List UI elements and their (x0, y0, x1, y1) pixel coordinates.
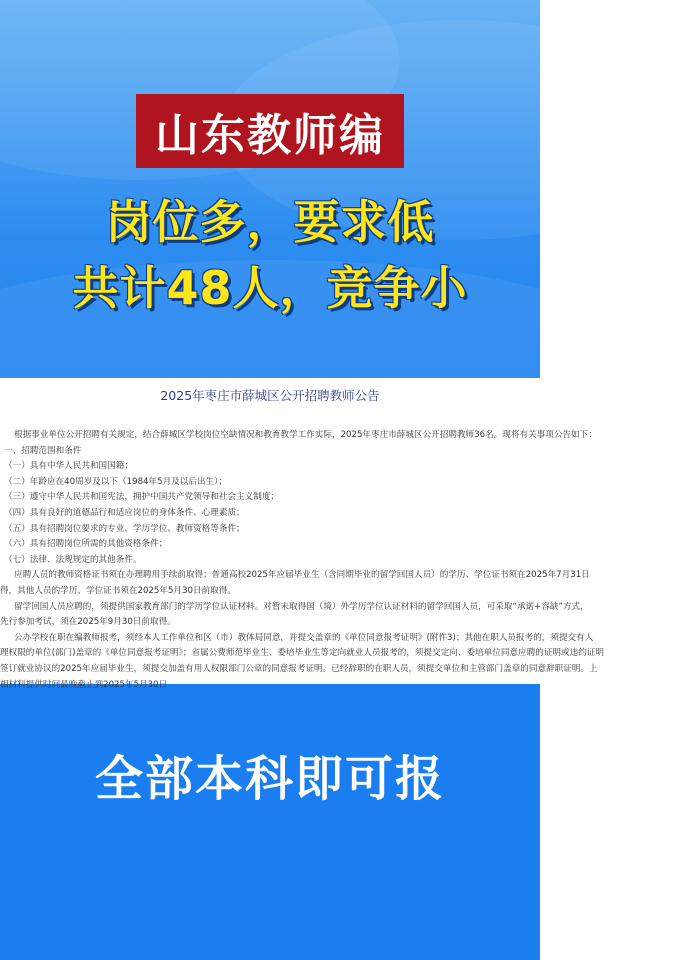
document-line: 签订就业协议的2025年应届毕业生，须提交加盖有用人权限部门公章的同意报考证明。已经辞职的在职人员，须提交单位和主管部门盖章的同意辞职证明。上 (0, 663, 598, 674)
document-line: （三）遵守中华人民共和国宪法，拥护中国共产党领导和社会主义制度； (4, 492, 280, 503)
document-line: 理权限的单位(部门)盖章的《单位同意报考证明》；省属公费师范毕业生、委培毕业生等定向就业人员报考的，须提交定向、委培单位同意应聘的证明或违约证明 (0, 648, 604, 659)
headline-2: 共计48人，竞争小 (72, 261, 468, 315)
document-line: 相材料提供时间最晚截止到2025年5月30日 (0, 679, 168, 690)
headline-1: 岗位多，要求低 (105, 195, 435, 249)
document-line: （六）具有招聘岗位所需的其他资格条件； (4, 539, 168, 550)
document-line: 公办学校在职在编教师报考，须经本人工作单位和区（市）教体局同意，并提交盖章的《单位同意报考证明》(附件3)；其他在职人员报考的，须提交有人 (14, 632, 594, 643)
bottom-caption: 全部本科即可报 (94, 751, 445, 807)
document-line: （七）法律、法规规定的其他条件。 (4, 554, 142, 565)
document-line: （四）具有良好的道德品行和适应岗位的身体条件、心理素质； (4, 507, 245, 518)
document-line: （一）具有中华人民共和国国籍； (4, 461, 133, 472)
document-line: 一、招聘范围和条件 (4, 445, 82, 456)
title-badge-text: 山东教师编 (155, 110, 385, 161)
document-line: 先行参加考试，须在2025年9月30日前取得。 (0, 617, 176, 628)
document-body (0, 428, 604, 693)
document-line: 应聘人员的教师资格证书须在办理聘用手续前取得；普通高校2025年应届毕业生（含同期毕业的留学回国人员）的学历、学位证书须在2025年7月31日 (14, 570, 590, 581)
document-line: 根据事业单位公开招聘有关规定，结合薛城区学校岗位空缺情况和教育教学工作实际，2025年枣庄市薛城区公开招聘教师36名。现将有关事项公告如下： (14, 430, 597, 440)
announcement-document (0, 378, 604, 690)
document-title: 2025年枣庄市薛城区公开招聘教师公告 (160, 388, 380, 403)
document-line: 得，其他人员的学历、学位证书须在2025年5月30日前取得。 (0, 585, 236, 596)
document-line: 留学回国人员应聘的，须提供国家教育部门的学历学位认证材料。对暂未取得国（境）外学历学位认证材料的留学回国人员，可采取“承诺+容缺”方式， (14, 601, 589, 612)
title-badge (136, 94, 404, 168)
document-line: （五）具有招聘岗位要求的专业、学历学位、教师资格等条件； (4, 523, 245, 534)
document-line: （二）年龄应在40周岁及以下（1984年5月及以后出生）； (4, 476, 228, 487)
